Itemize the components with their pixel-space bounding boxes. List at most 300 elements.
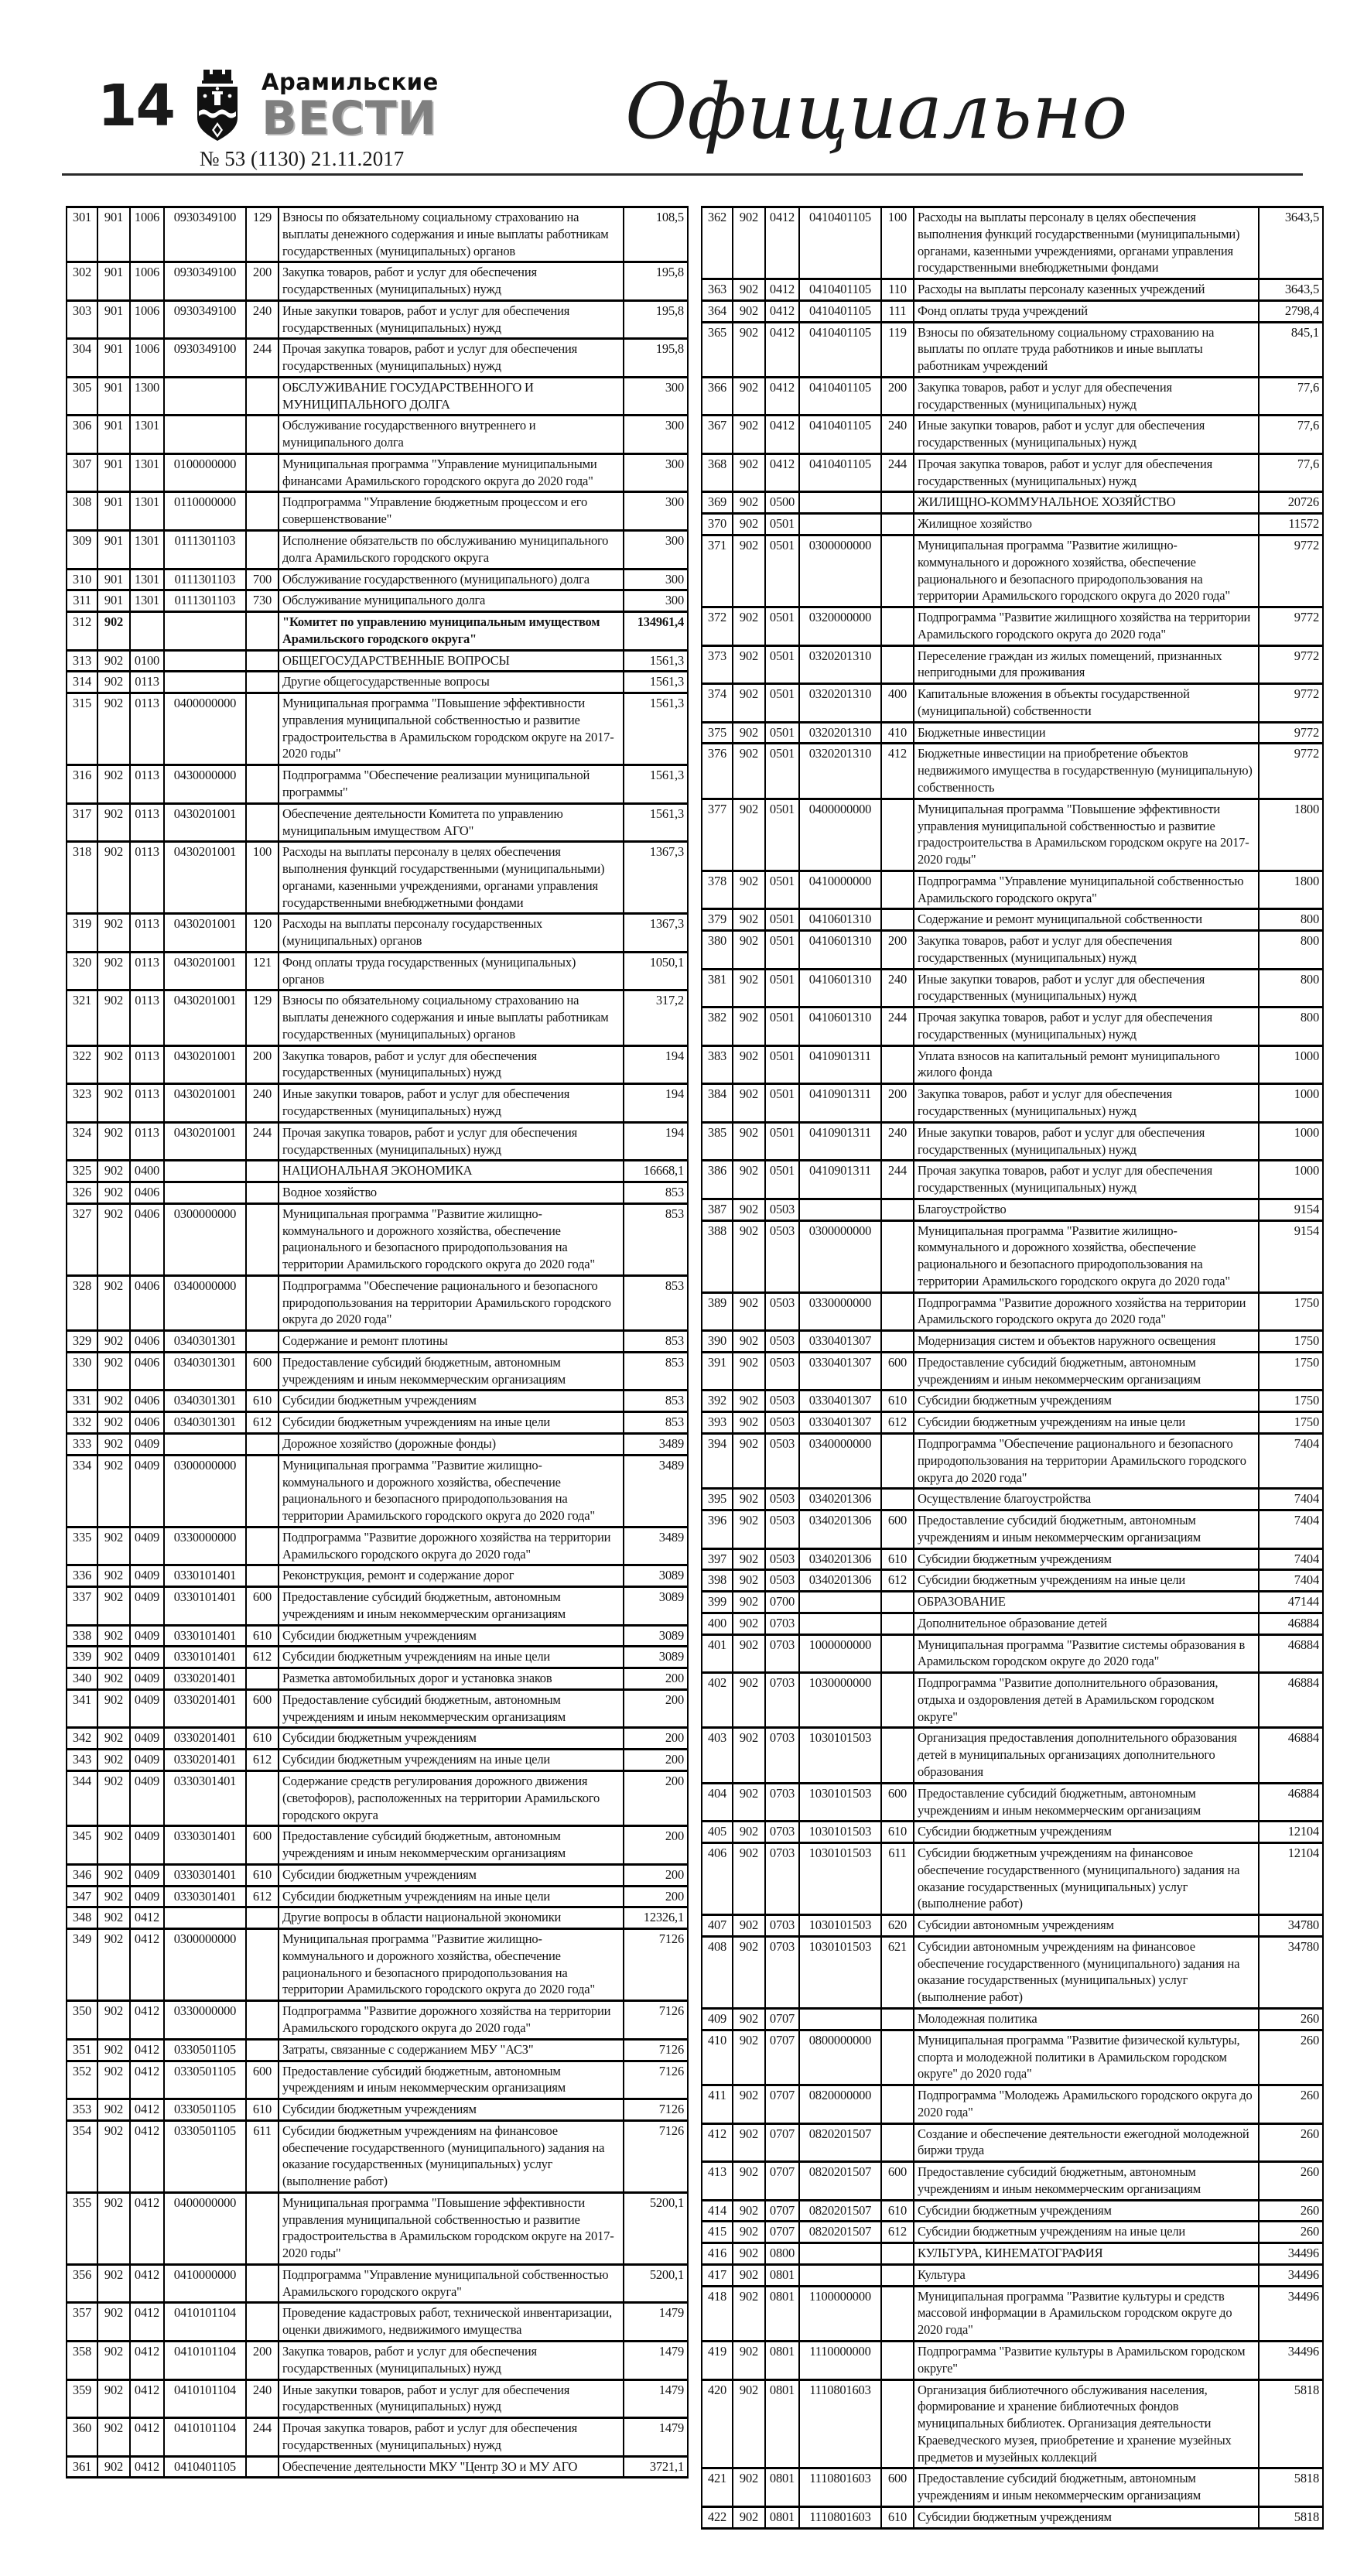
section-code-cell: 0501 xyxy=(765,684,799,723)
amount-cell: 7404 xyxy=(1259,1434,1323,1489)
expense-type-cell: 100 xyxy=(246,842,279,914)
target-article-cell: 0340201306 xyxy=(799,1570,881,1592)
target-article-cell: 0330501105 xyxy=(164,2061,246,2099)
grbs-code-cell: 902 xyxy=(97,1352,130,1391)
brand-title-large: ВЕСТИ xyxy=(261,91,437,145)
description-cell: КУЛЬТУРА, КИНЕМАТОГРАФИЯ xyxy=(914,2243,1259,2265)
amount-cell: 12104 xyxy=(1259,1822,1323,1843)
expense-type-cell: 400 xyxy=(881,684,914,723)
expense-type-cell: 244 xyxy=(881,453,914,492)
target-article-cell: 0430201001 xyxy=(164,803,246,842)
expense-type-cell xyxy=(881,2286,914,2341)
description-cell: Расходы на выплаты персоналу в целях обеспечения выполнения функций государственными (муниципальными) органами, казенными учреждениями, органами управления государственными внебюджетными фондами xyxy=(279,842,624,914)
target-article-cell: 0930349100 xyxy=(164,300,246,339)
grbs-code-cell: 902 xyxy=(733,1822,765,1843)
table-row xyxy=(702,207,1323,279)
section-code-cell: 0412 xyxy=(765,207,799,279)
target-article-cell: 0410601310 xyxy=(799,909,881,931)
target-article-cell: 0330000000 xyxy=(799,1292,881,1331)
section-code-cell: 0801 xyxy=(765,2286,799,2341)
amount-cell: 1367,3 xyxy=(624,842,688,914)
row-number-cell: 377 xyxy=(702,799,733,871)
grbs-code-cell: 901 xyxy=(97,339,130,378)
grbs-code-cell: 902 xyxy=(97,952,130,990)
section-code-cell: 0409 xyxy=(130,1864,164,1886)
target-article-cell: 1110801603 xyxy=(799,2379,881,2468)
expense-type-cell xyxy=(881,2341,914,2379)
table-row xyxy=(702,1045,1323,1084)
table-row xyxy=(67,1527,688,1565)
table-row xyxy=(702,2222,1323,2243)
description-cell: Предоставление субсидий бюджетным, автономным учреждениям и иным некоммерческим организациям xyxy=(279,1352,624,1391)
amount-cell: 34496 xyxy=(1259,2286,1323,2341)
grbs-code-cell: 902 xyxy=(97,612,130,651)
grbs-code-cell: 902 xyxy=(733,1843,765,1915)
amount-cell: 200 xyxy=(624,1771,688,1826)
description-cell: Бюджетные инвестиции xyxy=(914,722,1259,744)
grbs-code-cell: 902 xyxy=(733,1220,765,1292)
budget-table-right-body xyxy=(702,207,1323,2529)
description-cell: Подпрограмма "Развитие дорожного хозяйства на территории Арамильского городского округа до 2020 года" xyxy=(279,2001,624,2040)
amount-cell: 5818 xyxy=(1259,2506,1323,2528)
section-code-cell: 0100 xyxy=(130,650,164,672)
expense-type-cell xyxy=(881,2085,914,2124)
amount-cell: 12326,1 xyxy=(624,1907,688,1929)
amount-cell: 195,8 xyxy=(624,339,688,378)
table-row xyxy=(702,2085,1323,2124)
table-row xyxy=(67,1907,688,1929)
target-article-cell: 0330000000 xyxy=(164,2001,246,2040)
expense-type-cell: 611 xyxy=(881,1843,914,1915)
expense-type-cell xyxy=(246,377,279,416)
grbs-code-cell: 902 xyxy=(733,2162,765,2201)
target-article-cell: 0410401105 xyxy=(799,416,881,454)
grbs-code-cell: 902 xyxy=(97,1455,130,1527)
table-row xyxy=(67,842,688,914)
description-cell: Капитальные вложения в объекты государственной (муниципальной) собственности xyxy=(914,684,1259,723)
grbs-code-cell: 901 xyxy=(97,416,130,454)
row-number-cell: 327 xyxy=(67,1203,97,1275)
section-code-cell: 0412 xyxy=(765,377,799,416)
target-article-cell: 0300000000 xyxy=(164,1455,246,1527)
row-number-cell: 387 xyxy=(702,1199,733,1220)
table-row xyxy=(67,1587,688,1626)
description-cell: Подпрограмма "Развитие дополнительного образования, отдыха и оздоровления детей в Арамильском городском округе" xyxy=(914,1673,1259,1728)
row-number-cell: 416 xyxy=(702,2243,733,2265)
expense-type-cell xyxy=(246,1668,279,1690)
expense-type-cell: 200 xyxy=(246,2341,279,2379)
section-code-cell: 0406 xyxy=(130,1391,164,1412)
grbs-code-cell: 901 xyxy=(97,262,130,301)
row-number-cell: 348 xyxy=(67,1907,97,1929)
expense-type-cell: 110 xyxy=(881,279,914,301)
amount-cell: 34780 xyxy=(1259,1936,1323,2008)
table-row xyxy=(67,2418,688,2457)
row-number-cell: 302 xyxy=(67,262,97,301)
description-cell: Муниципальная программа "Повышение эффективности управления муниципальной собственностью и развитие градостроительства в Арамильском городском округе на 2017-2020 годы" xyxy=(914,799,1259,871)
grbs-code-cell: 902 xyxy=(733,207,765,279)
grbs-code-cell: 902 xyxy=(733,1510,765,1549)
description-cell: Муниципальная программа "Развитие культуры и средств массовой информации в Арамильском городском округе до 2020 года" xyxy=(914,2286,1259,2341)
amount-cell: 1750 xyxy=(1259,1292,1323,1331)
row-number-cell: 328 xyxy=(67,1275,97,1330)
section-code-cell: 0412 xyxy=(765,453,799,492)
expense-type-cell xyxy=(246,1434,279,1456)
row-number-cell: 413 xyxy=(702,2162,733,2201)
target-article-cell: 0430201001 xyxy=(164,842,246,914)
grbs-code-cell: 902 xyxy=(733,1570,765,1592)
target-article-cell: 0330101401 xyxy=(164,1625,246,1647)
section-code-cell: 0703 xyxy=(765,1915,799,1937)
expense-type-cell xyxy=(881,607,914,646)
table-row xyxy=(702,1292,1323,1331)
expense-type-cell xyxy=(246,416,279,454)
row-number-cell: 326 xyxy=(67,1182,97,1204)
description-cell: ОБРАЗОВАНИЕ xyxy=(914,1592,1259,1613)
amount-cell: 300 xyxy=(624,569,688,590)
coat-of-arms-icon xyxy=(191,68,244,146)
budget-table-left-body xyxy=(67,207,688,2478)
expense-type-cell: 240 xyxy=(246,2379,279,2418)
target-article-cell: 0410901311 xyxy=(799,1084,881,1123)
row-number-cell: 422 xyxy=(702,2506,733,2528)
row-number-cell: 380 xyxy=(702,931,733,970)
row-number-cell: 305 xyxy=(67,377,97,416)
table-row xyxy=(67,1929,688,2001)
amount-cell: 34496 xyxy=(1259,2341,1323,2379)
expense-type-cell: 600 xyxy=(246,1352,279,1391)
row-number-cell: 370 xyxy=(702,514,733,535)
target-article-cell: 0300000000 xyxy=(799,535,881,607)
amount-cell: 3089 xyxy=(624,1587,688,1626)
description-cell: Фонд оплаты труда государственных (муниципальных) органов xyxy=(279,952,624,990)
table-row xyxy=(67,650,688,672)
section-code-cell: 0503 xyxy=(765,1331,799,1353)
amount-cell: 77,6 xyxy=(1259,453,1323,492)
target-article-cell xyxy=(799,2008,881,2030)
expense-type-cell xyxy=(246,672,279,693)
grbs-code-cell: 902 xyxy=(733,2123,765,2162)
description-cell: Субсидии бюджетным учреждениям xyxy=(279,1391,624,1412)
target-article-cell: 0330301401 xyxy=(164,1771,246,1826)
grbs-code-cell: 902 xyxy=(733,1673,765,1728)
target-article-cell: 0820201507 xyxy=(799,2200,881,2222)
grbs-code-cell: 902 xyxy=(733,1122,765,1161)
section-code-cell: 0703 xyxy=(765,1634,799,1673)
table-row xyxy=(702,2264,1323,2286)
row-number-cell: 331 xyxy=(67,1391,97,1412)
expense-type-cell: 600 xyxy=(246,2061,279,2099)
grbs-code-cell: 902 xyxy=(97,2341,130,2379)
amount-cell: 200 xyxy=(624,1728,688,1750)
description-cell: Муниципальная программа "Управление муниципальными финансами Арамильского городского округа до 2020 года" xyxy=(279,453,624,492)
grbs-code-cell: 901 xyxy=(97,569,130,590)
amount-cell: 34496 xyxy=(1259,2264,1323,2286)
target-article-cell xyxy=(799,1613,881,1634)
description-cell: Подпрограмма "Обеспечение реализации муниципальной программы" xyxy=(279,765,624,804)
expense-type-cell: 244 xyxy=(881,1161,914,1199)
amount-cell: 5818 xyxy=(1259,2379,1323,2468)
expense-type-cell: 200 xyxy=(881,377,914,416)
amount-cell: 1750 xyxy=(1259,1331,1323,1353)
amount-cell: 1750 xyxy=(1259,1391,1323,1412)
row-number-cell: 350 xyxy=(67,2001,97,2040)
section-code-cell: 0412 xyxy=(765,279,799,301)
row-number-cell: 322 xyxy=(67,1045,97,1084)
description-cell: Другие вопросы в области национальной экономики xyxy=(279,1907,624,1929)
amount-cell: 194 xyxy=(624,1084,688,1123)
grbs-code-cell: 902 xyxy=(733,607,765,646)
target-article-cell: 0410401105 xyxy=(799,279,881,301)
grbs-code-cell: 902 xyxy=(97,1391,130,1412)
amount-cell: 5818 xyxy=(1259,2468,1323,2507)
row-number-cell: 306 xyxy=(67,416,97,454)
target-article-cell: 0820000000 xyxy=(799,2085,881,2124)
target-article-cell xyxy=(799,492,881,514)
amount-cell: 853 xyxy=(624,1182,688,1204)
amount-cell: 1479 xyxy=(624,2379,688,2418)
row-number-cell: 341 xyxy=(67,1689,97,1728)
grbs-code-cell: 902 xyxy=(733,2506,765,2528)
grbs-code-cell: 902 xyxy=(97,765,130,804)
page-number: 14 xyxy=(97,73,174,139)
row-number-cell: 393 xyxy=(702,1412,733,1434)
table-row xyxy=(67,990,688,1045)
grbs-code-cell: 902 xyxy=(97,1647,130,1668)
grbs-code-cell: 901 xyxy=(97,492,130,531)
expense-type-cell: 600 xyxy=(881,2162,914,2201)
description-cell: Подпрограмма "Развитие жилищного хозяйства на территории Арамильского городского округа до 2020 года" xyxy=(914,607,1259,646)
table-row xyxy=(67,1331,688,1353)
section-code-cell: 0400 xyxy=(130,1161,164,1182)
row-number-cell: 337 xyxy=(67,1587,97,1626)
amount-cell: 845,1 xyxy=(1259,322,1323,377)
table-row xyxy=(702,799,1323,871)
expense-type-cell xyxy=(246,2303,279,2342)
expense-type-cell: 240 xyxy=(246,1084,279,1123)
section-code-cell: 0703 xyxy=(765,1728,799,1783)
description-cell: Обслуживание муниципального долга xyxy=(279,590,624,612)
row-number-cell: 406 xyxy=(702,1843,733,1915)
amount-cell: 1479 xyxy=(624,2418,688,2457)
description-cell: Переселение граждан из жилых помещений, признанных непригодными для проживания xyxy=(914,645,1259,684)
row-number-cell: 356 xyxy=(67,2264,97,2303)
section-code-cell: 0501 xyxy=(765,645,799,684)
row-number-cell: 371 xyxy=(702,535,733,607)
grbs-code-cell: 902 xyxy=(97,1331,130,1353)
table-row xyxy=(702,377,1323,416)
expense-type-cell xyxy=(881,1634,914,1673)
target-article-cell: 0410401105 xyxy=(164,2456,246,2478)
description-cell: ОБСЛУЖИВАНИЕ ГОСУДАРСТВЕННОГО И МУНИЦИПАЛЬНОГО ДОЛГА xyxy=(279,377,624,416)
grbs-code-cell: 902 xyxy=(733,1783,765,1822)
target-article-cell: 0111301103 xyxy=(164,569,246,590)
row-number-cell: 309 xyxy=(67,531,97,570)
row-number-cell: 324 xyxy=(67,1122,97,1161)
section-code-cell: 0412 xyxy=(130,1929,164,2001)
grbs-code-cell: 902 xyxy=(97,672,130,693)
description-cell: Субсидии автономным учреждениям xyxy=(914,1915,1259,1937)
grbs-code-cell: 902 xyxy=(733,1412,765,1434)
description-cell: Субсидии бюджетным учреждениям xyxy=(279,1625,624,1647)
row-number-cell: 333 xyxy=(67,1434,97,1456)
section-code-cell: 0707 xyxy=(765,2200,799,2222)
description-cell: Обслуживание государственного внутреннего и муниципального долга xyxy=(279,416,624,454)
description-cell: Предоставление субсидий бюджетным, автономным учреждениям и иным некоммерческим организациям xyxy=(914,2468,1259,2507)
description-cell: Предоставление субсидий бюджетным, автономным учреждениям и иным некоммерческим организациям xyxy=(914,1352,1259,1391)
row-number-cell: 351 xyxy=(67,2039,97,2061)
description-cell: Организация библиотечного обслуживания населения, формирование и хранение библиотечных фондов муниципальных библиотек. Организация деятельности Краеведческого музея, приобретение и хранение музейных предметов и музейных коллекций xyxy=(914,2379,1259,2468)
amount-cell: 9772 xyxy=(1259,744,1323,799)
section-code-cell: 0703 xyxy=(765,1783,799,1822)
grbs-code-cell: 902 xyxy=(97,1689,130,1728)
expense-type-cell xyxy=(881,1045,914,1084)
section-code-cell: 0406 xyxy=(130,1182,164,1204)
grbs-code-cell: 902 xyxy=(97,1275,130,1330)
row-number-cell: 385 xyxy=(702,1122,733,1161)
description-cell: Предоставление субсидий бюджетным, автономным учреждениям и иным некоммерческим организациям xyxy=(914,1510,1259,1549)
table-row xyxy=(702,1783,1323,1822)
row-number-cell: 363 xyxy=(702,279,733,301)
table-row xyxy=(67,2264,688,2303)
description-cell: Исполнение обязательств по обслуживанию муниципального долга Арамильского городского округа xyxy=(279,531,624,570)
description-cell: Подпрограмма "Управление бюджетным процессом и его совершенствование" xyxy=(279,492,624,531)
target-article-cell xyxy=(164,1161,246,1182)
section-code-cell: 0801 xyxy=(765,2341,799,2379)
description-cell: Дополнительное образование детей xyxy=(914,1613,1259,1634)
target-article-cell: 0330201401 xyxy=(164,1750,246,1771)
amount-cell: 300 xyxy=(624,590,688,612)
expense-type-cell: 730 xyxy=(246,590,279,612)
amount-cell: 7126 xyxy=(624,2001,688,2040)
table-row xyxy=(702,1220,1323,1292)
amount-cell: 1479 xyxy=(624,2303,688,2342)
description-cell: Предоставление субсидий бюджетным, автономным учреждениям и иным некоммерческим организациям xyxy=(279,2061,624,2099)
table-row xyxy=(702,1007,1323,1046)
description-cell: Расходы на выплаты персоналу в целях обеспечения выполнения функций государственными (муниципальными) органами, казенными учреждениями, органами управления государственными внебюджетными фондами xyxy=(914,207,1259,279)
section-code-cell: 1300 xyxy=(130,377,164,416)
table-row xyxy=(67,1625,688,1647)
target-article-cell: 0820201507 xyxy=(799,2162,881,2201)
expense-type-cell xyxy=(881,799,914,871)
description-cell: "Комитет по управлению муниципальным имуществом Арамильского городского округа" xyxy=(279,612,624,651)
expense-type-cell: 240 xyxy=(881,969,914,1007)
amount-cell: 3643,5 xyxy=(1259,207,1323,279)
expense-type-cell: 600 xyxy=(246,1826,279,1865)
table-row xyxy=(67,1434,688,1456)
target-article-cell: 0400000000 xyxy=(799,799,881,871)
target-article-cell: 0340000000 xyxy=(164,1275,246,1330)
amount-cell: 7404 xyxy=(1259,1489,1323,1510)
description-cell: Подпрограмма "Развитие культуры в Арамильском городском округе" xyxy=(914,2341,1259,2379)
amount-cell: 300 xyxy=(624,453,688,492)
table-row xyxy=(702,1391,1323,1412)
row-number-cell: 398 xyxy=(702,1570,733,1592)
description-cell: Субсидии бюджетным учреждениям xyxy=(914,1822,1259,1843)
table-row xyxy=(702,931,1323,970)
row-number-cell: 310 xyxy=(67,569,97,590)
expense-type-cell xyxy=(881,2123,914,2162)
row-number-cell: 343 xyxy=(67,1750,97,1771)
brand-title xyxy=(261,69,439,145)
target-article-cell: 0320201310 xyxy=(799,684,881,723)
row-number-cell: 334 xyxy=(67,1455,97,1527)
description-cell: Предоставление субсидий бюджетным, автономным учреждениям и иным некоммерческим организациям xyxy=(279,1689,624,1728)
section-code-cell: 0406 xyxy=(130,1203,164,1275)
section-code-cell: 0501 xyxy=(765,969,799,1007)
target-article-cell: 1110801603 xyxy=(799,2506,881,2528)
description-cell: Прочая закупка товаров, работ и услуг для обеспечения государственных (муниципальных) нужд xyxy=(914,1161,1259,1199)
target-article-cell: 0320201310 xyxy=(799,722,881,744)
section-code-cell: 0412 xyxy=(130,2120,164,2192)
target-article-cell: 0300000000 xyxy=(164,1929,246,2001)
grbs-code-cell: 901 xyxy=(97,531,130,570)
row-number-cell: 384 xyxy=(702,1084,733,1123)
row-number-cell: 361 xyxy=(67,2456,97,2478)
target-article-cell: 0340301301 xyxy=(164,1391,246,1412)
target-article-cell: 0430201001 xyxy=(164,990,246,1045)
description-cell: Закупка товаров, работ и услуг для обеспечения государственных (муниципальных) нужд xyxy=(914,1084,1259,1123)
description-cell: Субсидии автономным учреждениям на финансовое обеспечение государственного (муниципального) задания на оказание государственных (муниципальных) услуг (выполнение работ) xyxy=(914,1936,1259,2008)
description-cell: ОБЩЕГОСУДАРСТВЕННЫЕ ВОПРОСЫ xyxy=(279,650,624,672)
table-row xyxy=(702,2200,1323,2222)
row-number-cell: 316 xyxy=(67,765,97,804)
section-code-cell: 0501 xyxy=(765,1084,799,1123)
description-cell: Субсидии бюджетным учреждениям xyxy=(279,1728,624,1750)
target-article-cell: 0300000000 xyxy=(799,1220,881,1292)
row-number-cell: 383 xyxy=(702,1045,733,1084)
row-number-cell: 396 xyxy=(702,1510,733,1549)
table-row xyxy=(702,684,1323,723)
expense-type-cell xyxy=(246,693,279,765)
description-cell: Муниципальная программа "Развитие жилищно-коммунального и дорожного хозяйства, обеспечение рационального и безопасного природопользования на территории Арамильского городского округа до 2020 года" xyxy=(914,535,1259,607)
row-number-cell: 362 xyxy=(702,207,733,279)
section-code-cell: 0113 xyxy=(130,765,164,804)
target-article-cell: 1110801603 xyxy=(799,2468,881,2507)
section-code-cell: 1006 xyxy=(130,300,164,339)
table-row xyxy=(67,1750,688,1771)
amount-cell: 1561,3 xyxy=(624,803,688,842)
grbs-code-cell: 902 xyxy=(97,1625,130,1647)
target-article-cell: 0320201310 xyxy=(799,744,881,799)
section-code-cell: 0501 xyxy=(765,607,799,646)
description-cell: Фонд оплаты труда учреждений xyxy=(914,300,1259,322)
description-cell: Субсидии бюджетным учреждениям xyxy=(279,1864,624,1886)
target-article-cell xyxy=(164,1434,246,1456)
table-row xyxy=(67,765,688,804)
section-code-cell: 0409 xyxy=(130,1668,164,1690)
description-cell: Закупка товаров, работ и услуг для обеспечения государственных (муниципальных) нужд xyxy=(279,2341,624,2379)
table-row xyxy=(67,262,688,301)
amount-cell: 3089 xyxy=(624,1625,688,1647)
amount-cell: 12104 xyxy=(1259,1843,1323,1915)
table-row xyxy=(702,909,1323,931)
section-code-cell: 0501 xyxy=(765,1007,799,1046)
amount-cell: 7404 xyxy=(1259,1510,1323,1549)
amount-cell: 7126 xyxy=(624,2039,688,2061)
grbs-code-cell: 902 xyxy=(97,1886,130,1907)
description-cell: Предоставление субсидий бюджетным, автономным учреждениям и иным некоммерческим организациям xyxy=(279,1826,624,1865)
section-code-cell: 0412 xyxy=(130,2379,164,2418)
row-number-cell: 382 xyxy=(702,1007,733,1046)
row-number-cell: 408 xyxy=(702,1936,733,2008)
amount-cell: 5200,1 xyxy=(624,2264,688,2303)
grbs-code-cell: 902 xyxy=(97,2099,130,2121)
table-row xyxy=(67,803,688,842)
target-article-cell: 0410401105 xyxy=(799,207,881,279)
expense-type-cell: 100 xyxy=(881,207,914,279)
row-number-cell: 360 xyxy=(67,2418,97,2457)
